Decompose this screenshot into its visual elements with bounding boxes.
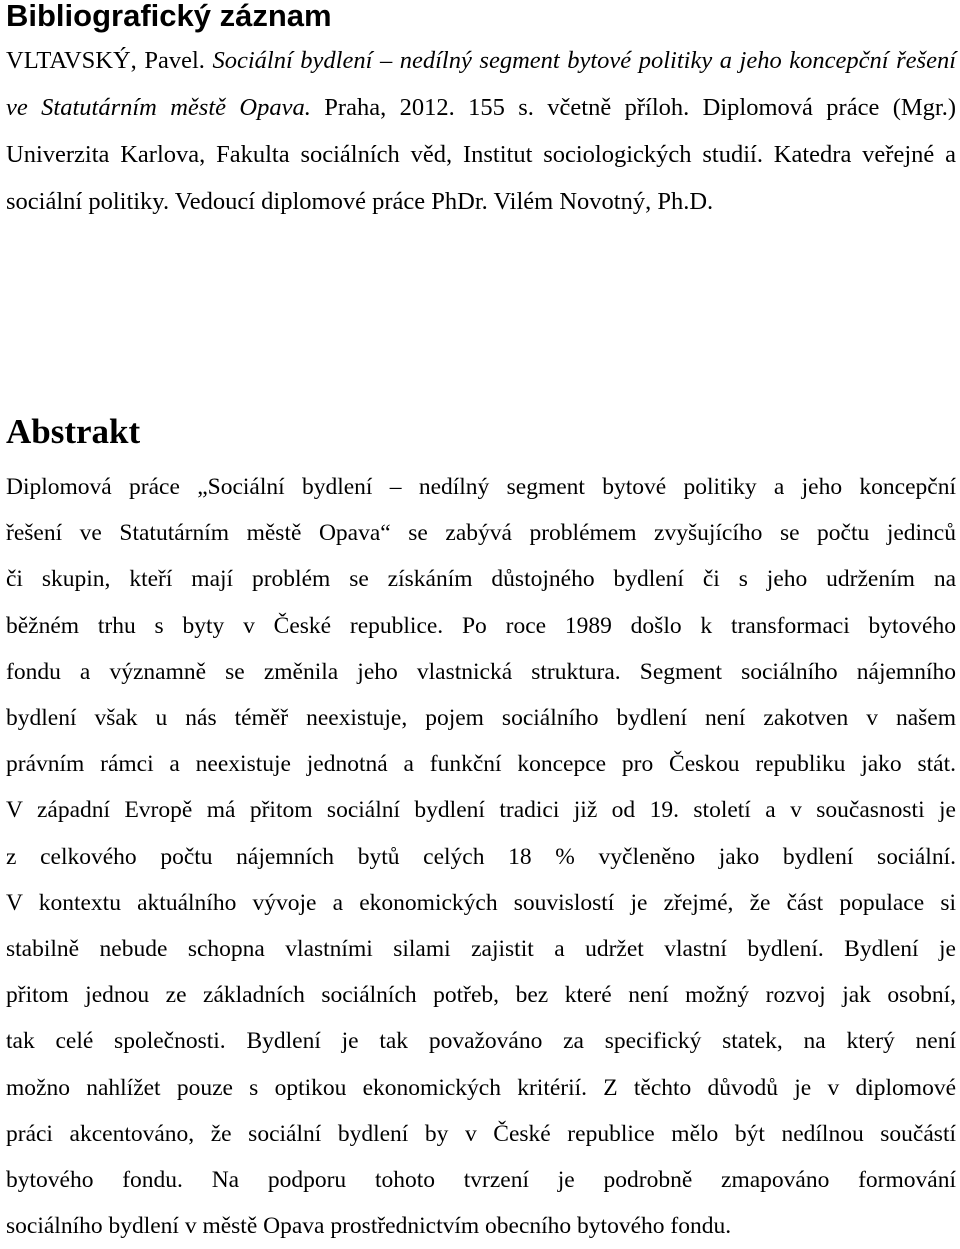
abstract-heading: Abstrakt xyxy=(6,412,141,451)
abstract-line: řešení ve Statutárním městě Opava“ se zabývá problémem zvyšujícího se počtu jedinců xyxy=(6,520,956,547)
abstract-line: V západní Evropě má přitom sociální bydlení tradici již od 19. století a v současnosti je xyxy=(6,797,956,824)
bibliographic-record xyxy=(6,37,956,225)
abstract-line: Diplomová práce „Sociální bydlení – nedílný segment bytové politiky a jeho koncepční xyxy=(6,474,956,500)
abstract-line: tak celé společnosti. Bydlení je tak považováno za specifický statek, na který není xyxy=(6,1028,956,1055)
abstract-line: možno nahlížet pouze s optikou ekonomických kritérií. Z těchto důvodů je v diplomové xyxy=(6,1074,956,1101)
bib-author: VLTAVSKÝ, Pavel. xyxy=(6,47,205,74)
abstract-body xyxy=(6,464,956,1249)
bibliographic-heading: Bibliografický záznam xyxy=(6,0,332,33)
abstract-line: fondu a významně se změnila jeho vlastnická struktura. Segment sociálního nájemního xyxy=(6,658,956,685)
document-page xyxy=(6,0,957,1240)
bib-title: Sociální bydlení – nedílný segment bytové politiky a jeho koncepční řešení ve Statutárním městě Opava. xyxy=(6,47,957,121)
abstract-line: stabilně nebude schopna vlastními silami zajistit a udržet vlastní bydlení. Bydlení je xyxy=(6,936,956,963)
abstract-line: přitom jednou ze základních sociálních potřeb, bez které není možný rozvoj jak osobní, xyxy=(6,982,956,1009)
abstract-line: sociálního bydlení v městě Opava prostřednictvím obecního bytového fondu. xyxy=(6,1213,732,1240)
abstract-line: práci akcentováno, že sociální bydlení by v České republice mělo být nedílnou součástí xyxy=(6,1120,956,1147)
abstract-line: běžném trhu s byty v České republice. Po roce 1989 došlo k transformaci bytového xyxy=(6,612,956,639)
abstract-line: bytového fondu. Na podporu tohoto tvrzení je podrobně zmapováno formování xyxy=(6,1167,956,1194)
bib-publication: Praha, 2012. 155 s. včetně příloh. Diplomová práce (Mgr.) Univerzita Karlova, Fakulta sociálních věd, Institut sociologických studií. Katedra veřejné a sociální politiky. Vedoucí diplomové práce PhDr. Vilém Novotný, Ph.D. xyxy=(6,94,957,215)
abstract-line: bydlení však u nás téměř neexistuje, pojem sociálního bydlení není zakotven v našem xyxy=(6,705,956,732)
abstract-line: právním rámci a neexistuje jednotná a funkční koncepce pro Českou republiku jako stát. xyxy=(6,751,956,778)
abstract-line: z celkového počtu nájemních bytů celých 18 % vyčleněno jako bydlení sociální. xyxy=(6,843,956,870)
abstract-line: V kontextu aktuálního vývoje a ekonomických souvislostí je zřejmé, že část populace si xyxy=(6,889,956,916)
abstract-line: či skupin, kteří mají problém se získáním důstojného bydlení či s jeho udržením na xyxy=(6,566,956,593)
